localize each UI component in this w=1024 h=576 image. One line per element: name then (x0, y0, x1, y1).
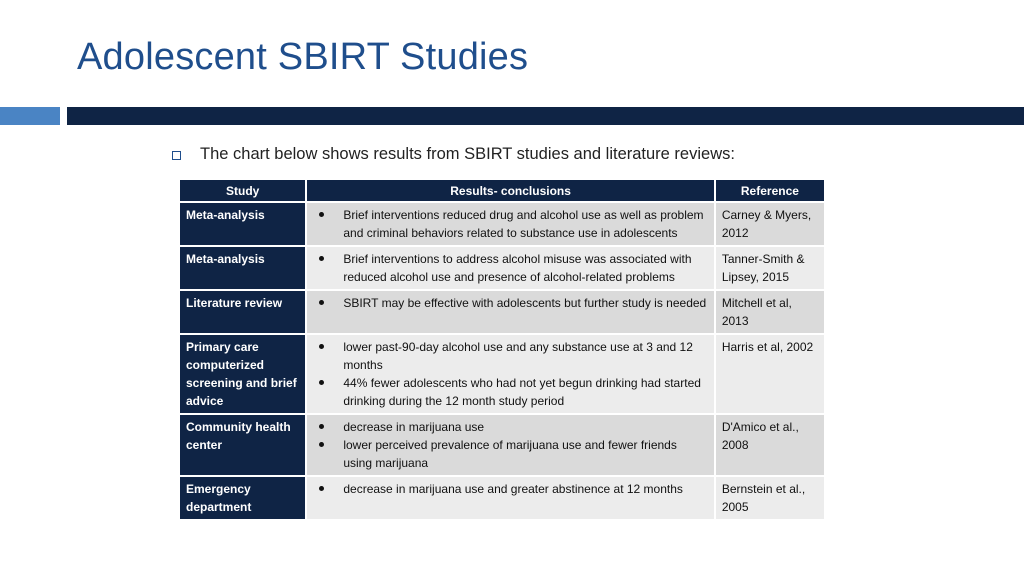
result-bullet: SBIRT may be effective with adolescents but further study is needed (313, 294, 707, 312)
result-bullet: lower perceived prevalence of marijuana use and fewer friends using marijuana (313, 436, 707, 472)
result-bullet: lower past-90-day alcohol use and any substance use at 3 and 12 months (313, 338, 707, 374)
reference-cell: Carney & Myers, 2012 (715, 202, 824, 246)
table-row (180, 202, 824, 246)
bullet-dot-icon (319, 300, 324, 305)
study-cell: Literature review (180, 290, 306, 334)
table-header-row (180, 180, 824, 202)
square-bullet-icon (172, 151, 181, 160)
accent-bar-left (0, 107, 60, 125)
results-cell (306, 246, 714, 290)
table-row (180, 476, 824, 519)
accent-bar-right (67, 107, 1024, 125)
study-cell: Emergency department (180, 476, 306, 519)
study-cell: Meta-analysis (180, 246, 306, 290)
bullet-dot-icon (319, 380, 324, 385)
study-cell: Meta-analysis (180, 202, 306, 246)
reference-cell: Bernstein et al., 2005 (715, 476, 824, 519)
header-results: Results- conclusions (306, 180, 714, 202)
study-cell: Community health center (180, 414, 306, 476)
study-cell: Primary care computerized screening and brief advice (180, 334, 306, 414)
bullet-dot-icon (319, 212, 324, 217)
results-cell (306, 476, 714, 519)
slide-title: Adolescent SBIRT Studies (77, 36, 529, 78)
table-row (180, 414, 824, 476)
bullet-dot-icon (319, 344, 324, 349)
results-cell (306, 290, 714, 334)
table-row (180, 246, 824, 290)
intro-line (172, 145, 735, 164)
results-cell (306, 334, 714, 414)
header-reference: Reference (715, 180, 824, 202)
header-study: Study (180, 180, 306, 202)
intro-text: The chart below shows results from SBIRT studies and literature reviews: (200, 145, 735, 163)
reference-cell: Harris et al, 2002 (715, 334, 824, 414)
result-bullet: Brief interventions to address alcohol misuse was associated with reduced alcohol use and presence of alcohol-related problems (313, 250, 707, 286)
reference-cell: Tanner-Smith & Lipsey, 2015 (715, 246, 824, 290)
results-cell (306, 202, 714, 246)
result-bullet: 44% fewer adolescents who had not yet begun drinking had started drinking during the 12 month study period (313, 374, 707, 410)
bullet-dot-icon (319, 256, 324, 261)
studies-table (180, 180, 824, 519)
reference-cell: D'Amico et al., 2008 (715, 414, 824, 476)
bullet-dot-icon (319, 442, 324, 447)
bullet-dot-icon (319, 486, 324, 491)
bullet-dot-icon (319, 424, 324, 429)
result-bullet: Brief interventions reduced drug and alcohol use as well as problem and criminal behaviors related to substance use in adolescents (313, 206, 707, 242)
result-bullet: decrease in marijuana use (313, 418, 707, 436)
table-row (180, 290, 824, 334)
table-row (180, 334, 824, 414)
reference-cell: Mitchell et al, 2013 (715, 290, 824, 334)
results-cell (306, 414, 714, 476)
result-bullet: decrease in marijuana use and greater abstinence at 12 months (313, 480, 707, 498)
